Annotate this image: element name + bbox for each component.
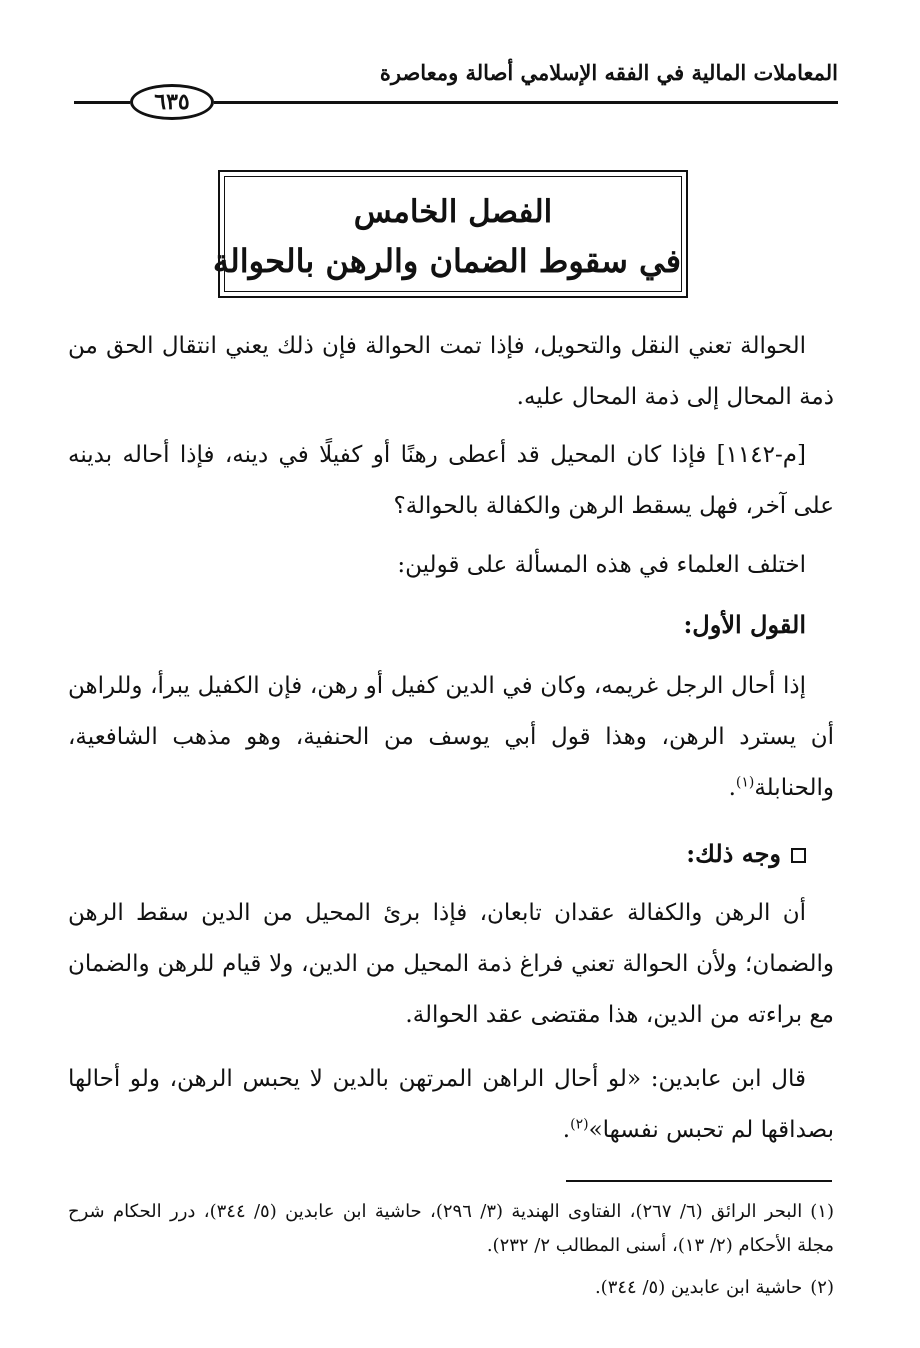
square-bullet-icon	[791, 848, 806, 863]
chapter-number: الفصل الخامس	[353, 194, 553, 230]
paragraph-text: أن الرهن والكفالة عقدان تابعان، فإذا برئ المحيل من الدين سقط الرهن والضمان؛ ولأن الحوالة تعني فراغ ذمة المحيل من الدين، ولا قيام للرهن والضمان مع براءته من الدين، هذا مقتضى عقد الحوالة.	[68, 900, 834, 1028]
footnotes	[68, 1195, 834, 1313]
section-heading: القول الأول:	[683, 610, 806, 639]
chapter-title: في سقوط الضمان والرهن بالحوالة	[212, 242, 681, 280]
paragraph-text	[68, 1054, 834, 1156]
paragraph-text: اختلف العلماء في هذه المسألة على قولين:	[397, 552, 806, 578]
page-number: ٦٣٥	[130, 84, 214, 120]
paragraph-end-punct: .	[562, 1117, 571, 1143]
paragraph-text: [م-١١٤٢] فإذا كان المحيل قد أعطى رهنًا أو كفيلًا في دينه، فإذا أحاله بدينه على آخر، فهل يسقط الرهن والكفالة بالحوالة؟	[68, 442, 834, 519]
header-rule-right	[214, 101, 838, 104]
paragraph-6	[68, 1054, 834, 1156]
footnote-text: البحر الرائق (٦/ ٢٦٧)، الفتاوى الهندية (٣/ ٢٩٦)، حاشية ابن عابدين (٥/ ٣٤٤)، درر الحكام شرح مجلة الأحكام (٢/ ١٣)، أسنى المطالب ٢/ ٢٣٢).	[68, 1201, 834, 1256]
footnote-ref-1: (١)	[735, 774, 755, 791]
paragraph-end-punct: .	[728, 775, 736, 801]
footnote-separator	[566, 1180, 832, 1182]
running-title: المعاملات المالية في الفقه الإسلامي أصالة ومعاصرة	[379, 60, 838, 85]
paragraph-5	[68, 888, 834, 1041]
paragraph-text	[68, 661, 834, 814]
heading-reason	[68, 828, 834, 879]
chapter-title-inner-frame	[212, 176, 682, 292]
paragraph-text-run: قال ابن عابدين: «لو أحال الراهن المرتهن بالدين لا يحبس الرهن، ولو أحالها بصداقها لم تحبس نفسها»	[68, 1066, 834, 1143]
footnote-ref-2: (٢)	[570, 1116, 589, 1133]
footnote-text: حاشية ابن عابدين (٥/ ٣٤٤).	[594, 1277, 803, 1298]
paragraph-1	[68, 321, 834, 423]
paragraph-4	[68, 661, 834, 814]
footnote-number: (١)	[810, 1201, 834, 1222]
section-heading	[68, 828, 834, 879]
paragraph-text: الحوالة تعني النقل والتحويل، فإذا تمت الحوالة فإن ذلك يعني انتقال الحق من ذمة المحال إلى ذمة المحال عليه.	[68, 333, 834, 410]
heading-first-opinion	[68, 599, 834, 650]
chapter-title-box	[212, 170, 688, 298]
footnote-1	[68, 1195, 834, 1263]
paragraph-text-run: إذا أحال الرجل غريمه، وكان في الدين كفيل أو رهن، فإن الكفيل يبرأ، وللراهن أن يسترد الرهن، وهذا قول أبي يوسف من الحنفية، وهو مذهب الشافعية، والحنابلة	[68, 673, 834, 801]
section-heading-text: وجه ذلك:	[686, 839, 781, 868]
paragraph-3	[68, 540, 834, 591]
header-rule-left	[74, 101, 130, 104]
footnote-number: (٢)	[810, 1277, 834, 1298]
paragraph-2	[68, 430, 834, 532]
footnote-2	[68, 1271, 834, 1305]
